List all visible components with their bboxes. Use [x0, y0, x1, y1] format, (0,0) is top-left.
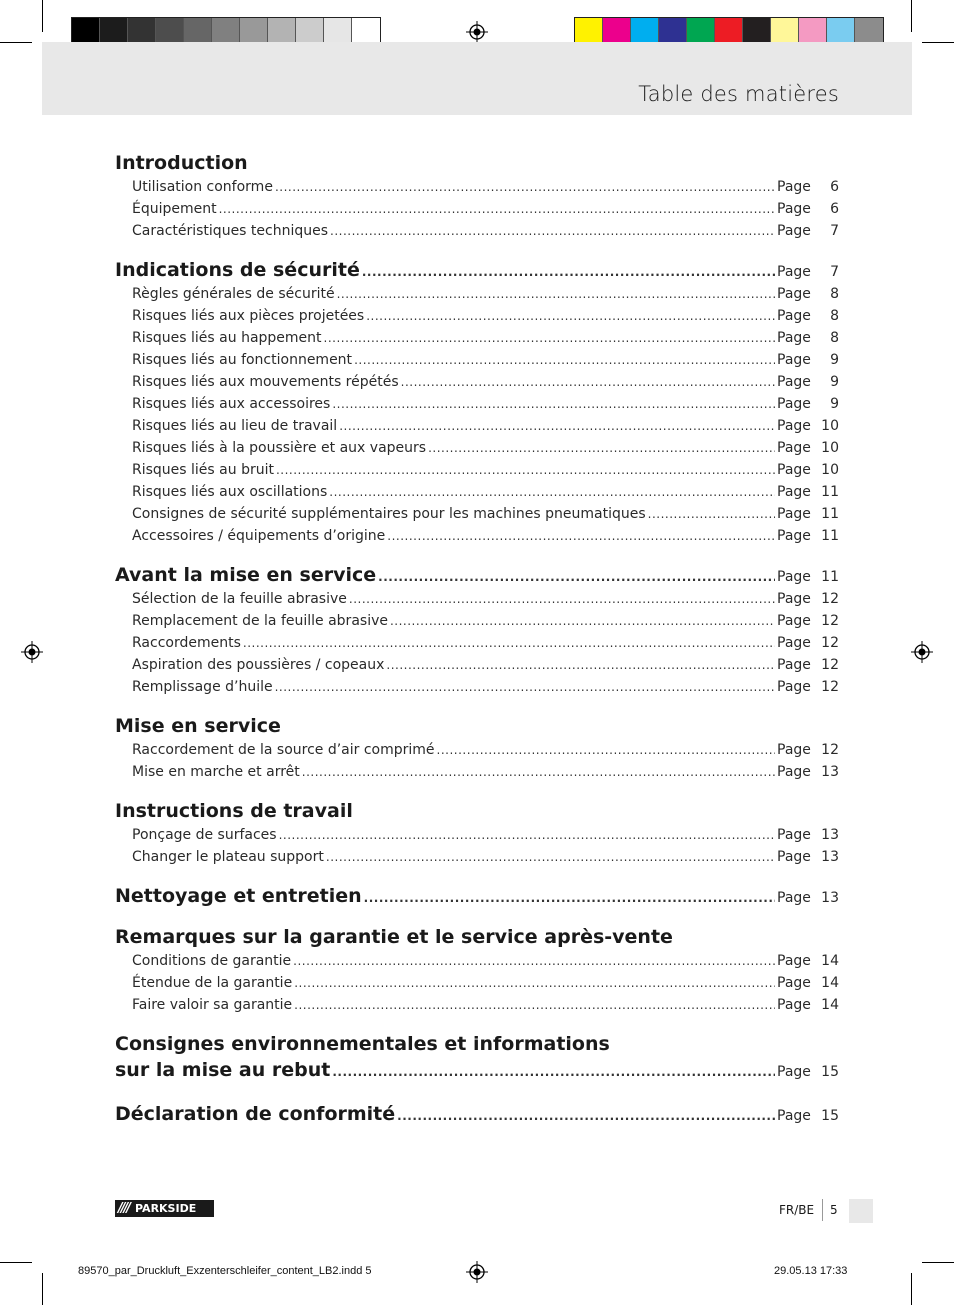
section-heading: Introduction — [115, 152, 248, 174]
page-ref: Page 11 — [777, 506, 839, 522]
leader-dots — [243, 632, 775, 654]
leader-dots — [648, 503, 775, 525]
section-heading: Nettoyage et entretien ..... Page 13 — [115, 883, 839, 909]
crop-mark — [42, 1273, 43, 1305]
toc-entry — [115, 994, 839, 1016]
section-heading: Consignes environnementales et informations — [115, 1033, 610, 1055]
slug-date: 29.05.13 17:33 — [774, 1265, 848, 1277]
entry-label: Caractéristiques techniques — [132, 223, 329, 239]
entry-label: Raccordement de la source d’air comprimé — [132, 742, 435, 758]
crop-mark — [0, 42, 32, 43]
page-ref: Page 13 — [777, 827, 839, 843]
page-ref: Page 7 — [777, 264, 839, 280]
footer-divider — [822, 1199, 823, 1221]
page-ref: Page 11 — [777, 528, 839, 544]
entry-label: Accessoires / équipements d’origine — [132, 528, 386, 544]
color-swatch — [827, 18, 855, 45]
entry-label: Équipement — [132, 201, 217, 217]
crop-mark — [42, 0, 43, 32]
entry-label: Risques liés aux mouvements répétés — [132, 374, 399, 390]
section-entries — [115, 824, 839, 868]
entry-label: Règles générales de sécurité — [132, 286, 335, 302]
section-entries — [115, 283, 839, 547]
toc-entry — [115, 481, 839, 503]
toc-entry — [115, 654, 839, 676]
toc-entry — [115, 676, 839, 698]
color-swatch — [715, 18, 743, 45]
page-ref: Page 14 — [777, 953, 839, 969]
leader-dots — [332, 1059, 775, 1083]
leader-dots — [378, 564, 775, 588]
leader-dots — [401, 371, 775, 393]
entry-label: Remplacement de la feuille abrasive — [132, 613, 388, 629]
page-ref: Page 8 — [777, 308, 839, 324]
parkside-logo: //// PARKSIDE — [115, 1200, 214, 1217]
leader-dots — [330, 220, 775, 242]
section-entries — [115, 739, 839, 783]
color-swatch — [855, 18, 883, 45]
toc-entry — [115, 283, 839, 305]
entry-label: Aspiration des poussières / copeaux — [132, 657, 385, 673]
leader-dots — [276, 459, 775, 481]
leader-dots — [366, 305, 775, 327]
toc-entry — [115, 846, 839, 868]
toc-entry — [115, 349, 839, 371]
color-swatch — [603, 18, 631, 45]
page-ref: Page 8 — [777, 286, 839, 302]
toc-entry — [115, 610, 839, 632]
leader-dots — [362, 259, 775, 283]
slug-file: 89570_par_Druckluft_Exzenterschleifer_content_LB2.indd 5 — [78, 1265, 372, 1277]
table-of-contents — [115, 150, 839, 1127]
toc-entry — [115, 824, 839, 846]
page-number: 5 — [830, 1203, 838, 1217]
toc-entry — [115, 220, 839, 242]
toc-entry — [115, 459, 839, 481]
toc-entry — [115, 437, 839, 459]
toc-entry — [115, 327, 839, 349]
page-ref: Page 6 — [777, 179, 839, 195]
entry-label: Ponçage de surfaces — [132, 827, 277, 843]
color-swatch — [212, 18, 240, 45]
entry-label: Risques liés au lieu de travail — [132, 418, 338, 434]
color-swatch — [184, 18, 212, 45]
toc-entry — [115, 305, 839, 327]
section-heading: Instructions de travail — [115, 800, 353, 822]
page-ref: Page 15 — [777, 1108, 839, 1124]
section-entries — [115, 176, 839, 242]
footer-tab — [849, 1199, 873, 1223]
page-ref: Page 13 — [777, 890, 839, 906]
leader-dots — [390, 610, 775, 632]
toc-entry — [115, 972, 839, 994]
crop-mark — [922, 42, 954, 43]
registration-mark-icon — [466, 1261, 488, 1283]
entry-label: Consignes de sécurité supplémentaires pour les machines pneumatiques — [132, 506, 646, 522]
section-heading: sur la mise au rebut ..... Page 15 — [115, 1057, 839, 1083]
color-swatch — [240, 18, 268, 45]
section-entries — [115, 588, 839, 698]
toc-entry — [115, 198, 839, 220]
toc-entry — [115, 371, 839, 393]
toc-entry — [115, 176, 839, 198]
section-heading: Indications de sécurité ..... Page 7 — [115, 257, 839, 283]
entry-label: Risques liés aux accessoires — [132, 396, 331, 412]
color-swatch — [799, 18, 827, 45]
page-ref: Page 10 — [777, 418, 839, 434]
language-code: FR/BE — [779, 1203, 815, 1217]
color-swatch — [324, 18, 352, 45]
entry-label: Raccordements — [132, 635, 241, 651]
color-swatch — [156, 18, 184, 45]
color-swatch — [352, 18, 380, 45]
leader-dots — [428, 437, 775, 459]
color-swatch — [575, 18, 603, 45]
entry-label: Risques liés au bruit — [132, 462, 274, 478]
page-ref: Page 6 — [777, 201, 839, 217]
page-ref: Page 11 — [777, 569, 839, 585]
leader-dots — [332, 393, 775, 415]
leader-dots — [349, 588, 775, 610]
toc-entry — [115, 415, 839, 437]
section-entries — [115, 950, 839, 1016]
registration-mark-icon — [21, 641, 43, 663]
page-ref: Page 9 — [777, 396, 839, 412]
leader-dots — [324, 327, 775, 349]
leader-dots — [354, 349, 775, 371]
page-ref: Page 10 — [777, 462, 839, 478]
leader-dots — [275, 676, 775, 698]
entry-label: Changer le plateau support — [132, 849, 324, 865]
entry-label: Conditions de garantie — [132, 953, 292, 969]
page-ref: Page 14 — [777, 975, 839, 991]
entry-label: Risques liés aux oscillations — [132, 484, 328, 500]
entry-label: Risques liés au happement — [132, 330, 322, 346]
logo-stripes-icon: //// — [118, 1201, 129, 1216]
leader-dots — [279, 824, 775, 846]
leader-dots — [293, 950, 775, 972]
toc-entry — [115, 632, 839, 654]
registration-mark-icon — [911, 641, 933, 663]
leader-dots — [294, 972, 775, 994]
page-ref: Page 7 — [777, 223, 839, 239]
toc-entry — [115, 525, 839, 547]
leader-dots — [326, 846, 775, 868]
color-swatch — [659, 18, 687, 45]
crop-mark — [911, 1273, 912, 1305]
color-swatch — [72, 18, 100, 45]
page-ref: Page 8 — [777, 330, 839, 346]
leader-dots — [437, 739, 775, 761]
toc-entry — [115, 761, 839, 783]
page-ref: Page 13 — [777, 764, 839, 780]
section-heading: Remarques sur la garantie et le service après-vente — [115, 926, 673, 948]
color-swatch — [296, 18, 324, 45]
entry-label: Faire valoir sa garantie — [132, 997, 293, 1013]
leader-dots — [337, 283, 775, 305]
toc-entry — [115, 950, 839, 972]
color-swatch — [771, 18, 799, 45]
toc-entry — [115, 739, 839, 761]
leader-dots — [339, 415, 775, 437]
page-ref: Page 15 — [777, 1064, 839, 1080]
page-ref: Page 12 — [777, 657, 839, 673]
crop-mark — [0, 1262, 32, 1263]
crop-mark — [911, 0, 912, 32]
color-swatch — [743, 18, 771, 45]
entry-label: Remplissage d’huile — [132, 679, 273, 695]
page-ref: Page 11 — [777, 484, 839, 500]
page-title: Table des matières — [638, 82, 839, 106]
page-ref: Page 12 — [777, 742, 839, 758]
page-ref: Page 12 — [777, 591, 839, 607]
color-swatch — [128, 18, 156, 45]
page-ref: Page 12 — [777, 635, 839, 651]
leader-dots — [364, 885, 775, 909]
page-ref: Page 10 — [777, 440, 839, 456]
entry-label: Utilisation conforme — [132, 179, 273, 195]
section-heading: Déclaration de conformité ..... Page 15 — [115, 1101, 839, 1127]
entry-label: Sélection de la feuille abrasive — [132, 591, 347, 607]
leader-dots — [397, 1103, 775, 1127]
color-swatch — [100, 18, 128, 45]
page-ref: Page 14 — [777, 997, 839, 1013]
crop-mark — [922, 1262, 954, 1263]
page-ref: Page 9 — [777, 352, 839, 368]
entry-label: Mise en marche et arrêt — [132, 764, 300, 780]
page-ref: Page 13 — [777, 849, 839, 865]
entry-label: Risques liés à la poussière et aux vapeurs — [132, 440, 427, 456]
section-heading: Avant la mise en service ..... Page 11 — [115, 562, 839, 588]
toc-entry — [115, 588, 839, 610]
toc-entry — [115, 503, 839, 525]
entry-label: Risques liés au fonctionnement — [132, 352, 353, 368]
entry-label: Risques liés aux pièces projetées — [132, 308, 365, 324]
registration-mark-icon — [466, 21, 488, 43]
leader-dots — [329, 481, 775, 503]
leader-dots — [275, 176, 775, 198]
entry-label: Étendue de la garantie — [132, 975, 293, 991]
leader-dots — [219, 198, 775, 220]
page-ref: Page 12 — [777, 613, 839, 629]
leader-dots — [294, 994, 775, 1016]
toc-entry — [115, 393, 839, 415]
section-heading: Mise en service — [115, 715, 281, 737]
leader-dots — [386, 654, 775, 676]
page-ref: Page 12 — [777, 679, 839, 695]
color-swatch — [268, 18, 296, 45]
leader-dots — [302, 761, 775, 783]
color-swatch — [631, 18, 659, 45]
color-swatch — [687, 18, 715, 45]
page-ref: Page 9 — [777, 374, 839, 390]
leader-dots — [387, 525, 775, 547]
